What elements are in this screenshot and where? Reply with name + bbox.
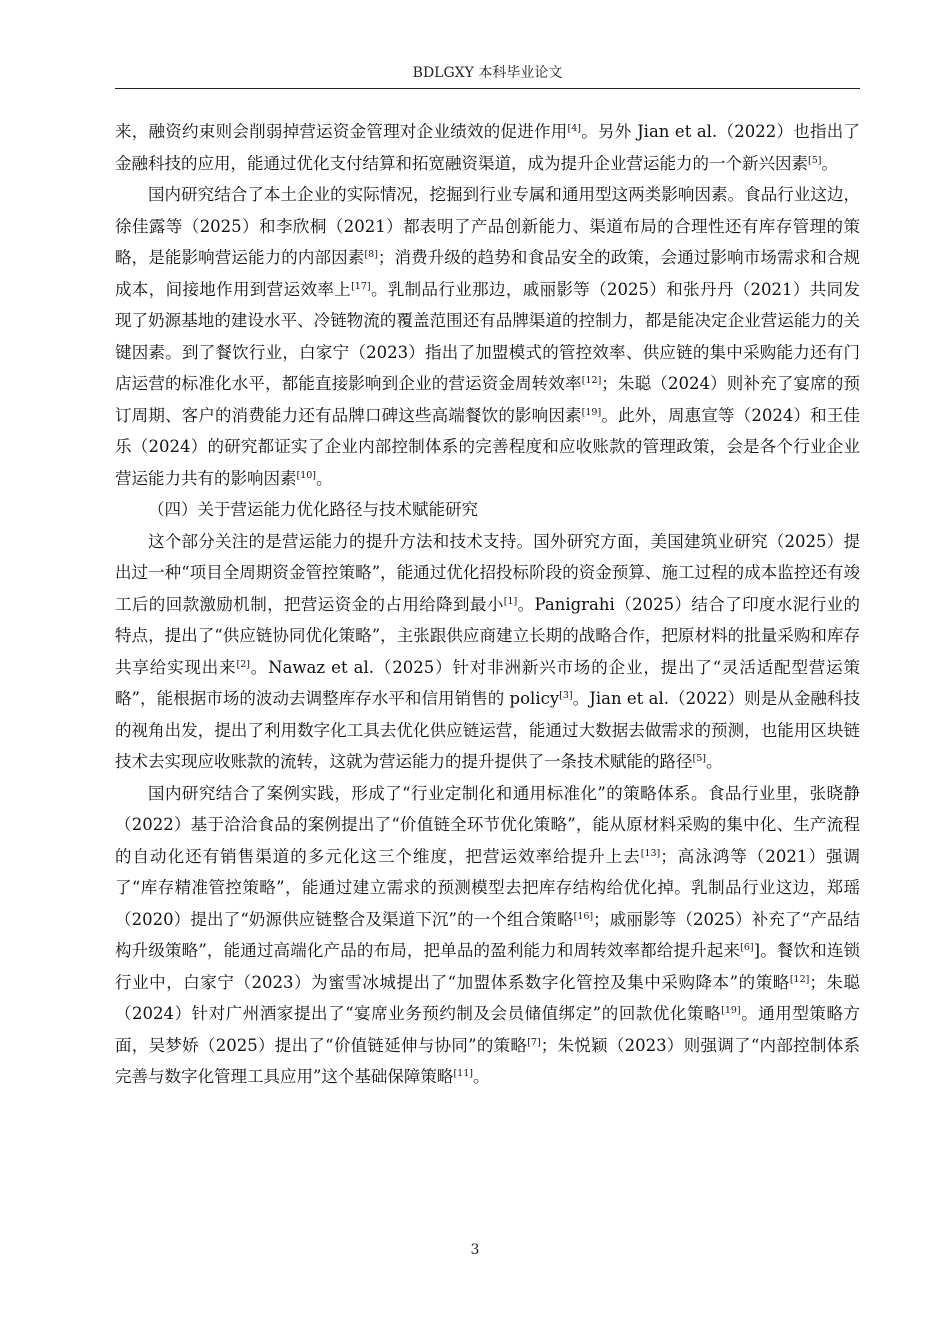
citation-ref: [5]: [692, 753, 706, 764]
citation-ref: [16]: [573, 910, 594, 922]
citation-ref: [2]: [236, 658, 250, 670]
body-text: [115, 116, 860, 1093]
page-header: [115, 58, 860, 89]
text-run: 国内研究结合了本土企业的实际情况，挖掘到行业专属和通用型这两类影响因素。食品行业这边，徐佳露等（2025）和李欣桐（2021）都表明了产品创新能力、渠道布局的合理性还有库存管理的策略，是能影响营运能力的内部因素: [115, 185, 860, 267]
text-run: 。另外 Jian et al.（2022）也指出了金融科技的应用，能通过优化支付结算和拓宽融资渠道，成为提升企业营运能力的一个新兴因素: [115, 122, 861, 173]
citation-ref: [4]: [567, 123, 582, 134]
text-run: 。: [316, 468, 333, 488]
paragraph: [115, 116, 860, 179]
paragraph: [115, 526, 860, 778]
text-run: 。: [472, 1067, 490, 1086]
text-run: ；朱聪（2024）则补充了宴席的预订周期、客户的消费能力还有品牌口碑这些高端餐饮的影响因素: [115, 374, 861, 425]
citation-ref: [1]: [503, 595, 518, 607]
text-run: 国内研究结合了案例实践，形成了“行业定制化和通用标准化”的策略体系。食品行业里，张晓静（2022）基于洽洽食品的案例提出了“价值链全环节优化策略”，能从原材料采购的集中化、生产流程的自动化还有销售渠道的多元化这三个维度，把营运效率给提升上去: [115, 783, 860, 866]
text-run: 。此外，周惠宣等（2024）和王佳乐（2024）的研究都证实了企业内部控制体系的完善程度和应收账款的管理政策，会是各个行业企业营运能力共有的影响因素: [115, 405, 860, 488]
text-run: 。: [821, 153, 838, 173]
citation-ref: [19]: [581, 406, 602, 418]
text-run: （四）关于营运能力优化路径与技术赋能研究: [148, 500, 478, 519]
text-run: 。: [705, 752, 723, 771]
text-run: ；高泳鸿等（2021）强调了“库存精准管控策略”，能通过建立需求的预测模型去把库存结构给优化掉。乳制品行业这边，郑瑶（2020）提出了“奶源供应链整合及渠道下沉”的一个组合策略: [115, 846, 860, 929]
text-run: 。Jian et al.（2022）则是从金融科技的视角出发，提出了利用数字化工具去优化供应链运营，能通过大数据去做需求的预测，也能用区块链技术去实现应收账款的流转，这就为营运能力的提升提供了一条技术赋能的路径: [115, 689, 860, 771]
citation-ref: [11]: [453, 1068, 473, 1079]
text-run: ；戚丽影等（2025）补充了“产品结构升级策略”，能通过高端化产品的布局，把单品的盈利能力和周转效率都给提升起来: [115, 909, 860, 960]
page-number: 3: [470, 1242, 480, 1258]
citation-ref: [7]: [527, 1036, 541, 1048]
citation-ref: [12]: [789, 973, 810, 985]
text-run: ；消费升级的趋势和食品安全的政策，会通过影响市场需求和合规成本，间接地作用到营运效率上: [115, 248, 861, 299]
text-run: 。Nawaz et al.（2025）针对非洲新兴市场的企业，提出了“灵活适配型营运策略”，能根据市场的波动去调整库存水平和信用销售的 policy: [115, 657, 861, 708]
text-run: ；朱聪（2024）针对广州酒家提出了“宴席业务预约制及会员储值绑定”的回款优化策略: [115, 972, 860, 1023]
text-run: 来，融资约束则会削弱掉营运资金管理对企业绩效的促进作用: [115, 122, 568, 141]
citation-ref: [5]: [808, 154, 822, 166]
citation-ref: [3]: [559, 690, 573, 701]
paragraph: [115, 179, 860, 494]
text-run: ]。餐饮和连锁行业中，白家宁（2023）为蜜雪冰城提出了“加盟体系数字化管控及集中采购降本”的策略: [115, 941, 861, 992]
text-run: 。通用型策略方面，吴梦娇（2025）提出了“价值链延伸与协同”的策略: [115, 1004, 860, 1055]
text-run: 。Panigrahi（2025）结合了印度水泥行业的特点，提出了“供应链协同优化策略”，主张跟供应商建立长期的战略合作，把原材料的批量采购和库存共享给实现出来: [115, 594, 861, 677]
header-title: BDLGXY 本科毕业论文: [412, 65, 563, 81]
citation-ref: [19]: [721, 1005, 741, 1016]
citation-ref: [17]: [351, 280, 371, 292]
text-run: 。乳制品行业那边，戚丽影等（2025）和张丹丹（2021）共同发现了奶源基地的建设水平、冷链物流的覆盖范围还有品牌渠道的控制力，都是能决定企业营运能力的关键因素。到了餐饮行业，白家宁（2023）指出了加盟模式的管控效率、供应链的集中采购能力还有门店运营的标准化水平，都能直接影响到企业的营运资金周转效率: [115, 279, 861, 393]
text-run: ；朱悦颖（2023）则强调了“内部控制体系完善与数字化管理工具应用”这个基础保障策略: [115, 1035, 860, 1086]
citation-ref: [6]: [740, 942, 754, 953]
citation-ref: [10]: [296, 469, 317, 481]
citation-ref: [13]: [640, 847, 661, 859]
paragraph: [115, 778, 860, 1093]
text-run: 这个部分关注的是营运能力的提升方法和技术支持。国外研究方面，美国建筑业研究（2025）提出过一种“项目全周期资金管控策略”，能通过优化招投标阶段的资金预算、施工过程的成本监控还有竣工后的回款激励机制，把营运资金的占用给降到最小: [115, 531, 860, 614]
citation-ref: [8]: [364, 249, 378, 260]
section-heading: [115, 494, 860, 526]
citation-ref: [12]: [581, 375, 602, 386]
